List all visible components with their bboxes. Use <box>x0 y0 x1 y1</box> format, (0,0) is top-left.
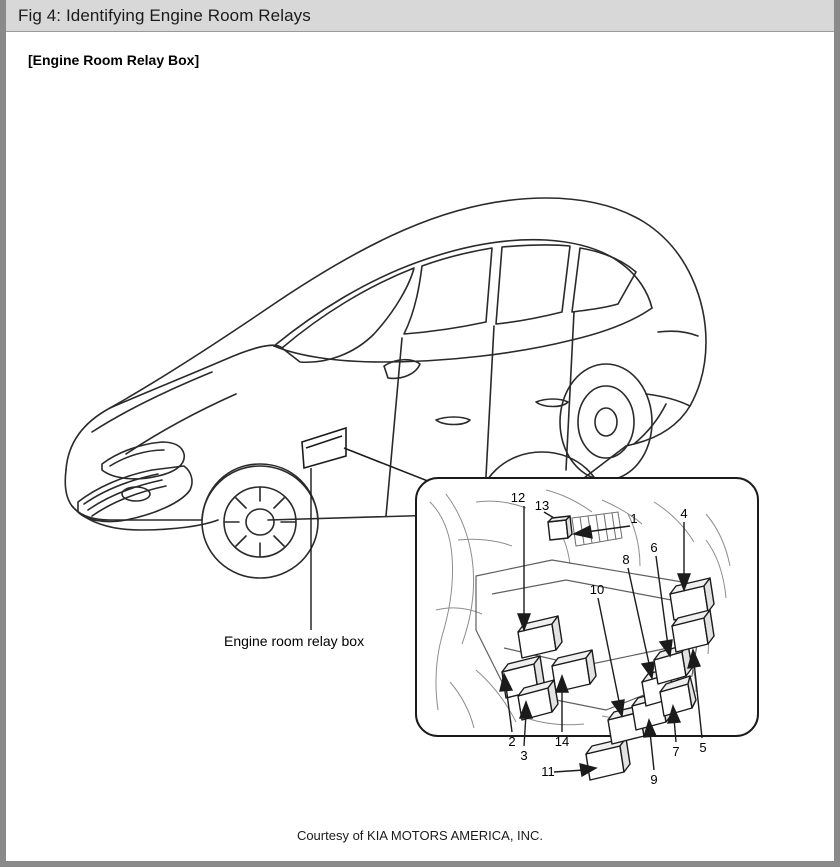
courtesy-note: Courtesy of KIA MOTORS AMERICA, INC. <box>296 828 544 843</box>
page-title: Fig 4: Identifying Engine Room Relays <box>18 6 311 25</box>
relay-block-11 <box>586 738 630 780</box>
relay-label-9: 9 <box>650 772 658 787</box>
tail-lamp <box>658 331 698 336</box>
section-heading: [Engine Room Relay Box] <box>28 52 200 68</box>
relay-label-1: 1 <box>630 511 638 526</box>
relay-label-6: 6 <box>650 540 658 555</box>
relay-box-location-marker <box>302 428 346 468</box>
relay-label-5: 5 <box>699 740 707 755</box>
headlight <box>102 442 184 479</box>
relay-label-13: 13 <box>534 498 550 513</box>
relay-label-8: 8 <box>622 552 630 567</box>
callout-label: Engine room relay box <box>224 633 365 649</box>
figure-title-bar <box>6 0 834 32</box>
relay-label-4: 4 <box>680 506 688 521</box>
vehicle-relay-diagram <box>6 70 834 830</box>
relay-box-detail-panel <box>416 478 758 787</box>
front-wheel <box>202 466 318 578</box>
relay-label-12: 12 <box>510 490 526 505</box>
relay-label-2: 2 <box>508 734 516 749</box>
relay-label-7: 7 <box>672 744 680 759</box>
relay-label-10: 10 <box>589 582 605 597</box>
figure-illustration <box>6 70 834 830</box>
relay-label-14: 14 <box>554 734 570 749</box>
rear-wheel <box>560 364 652 480</box>
relay-label-11: 11 <box>541 764 555 779</box>
relay-label-3: 3 <box>520 748 528 763</box>
